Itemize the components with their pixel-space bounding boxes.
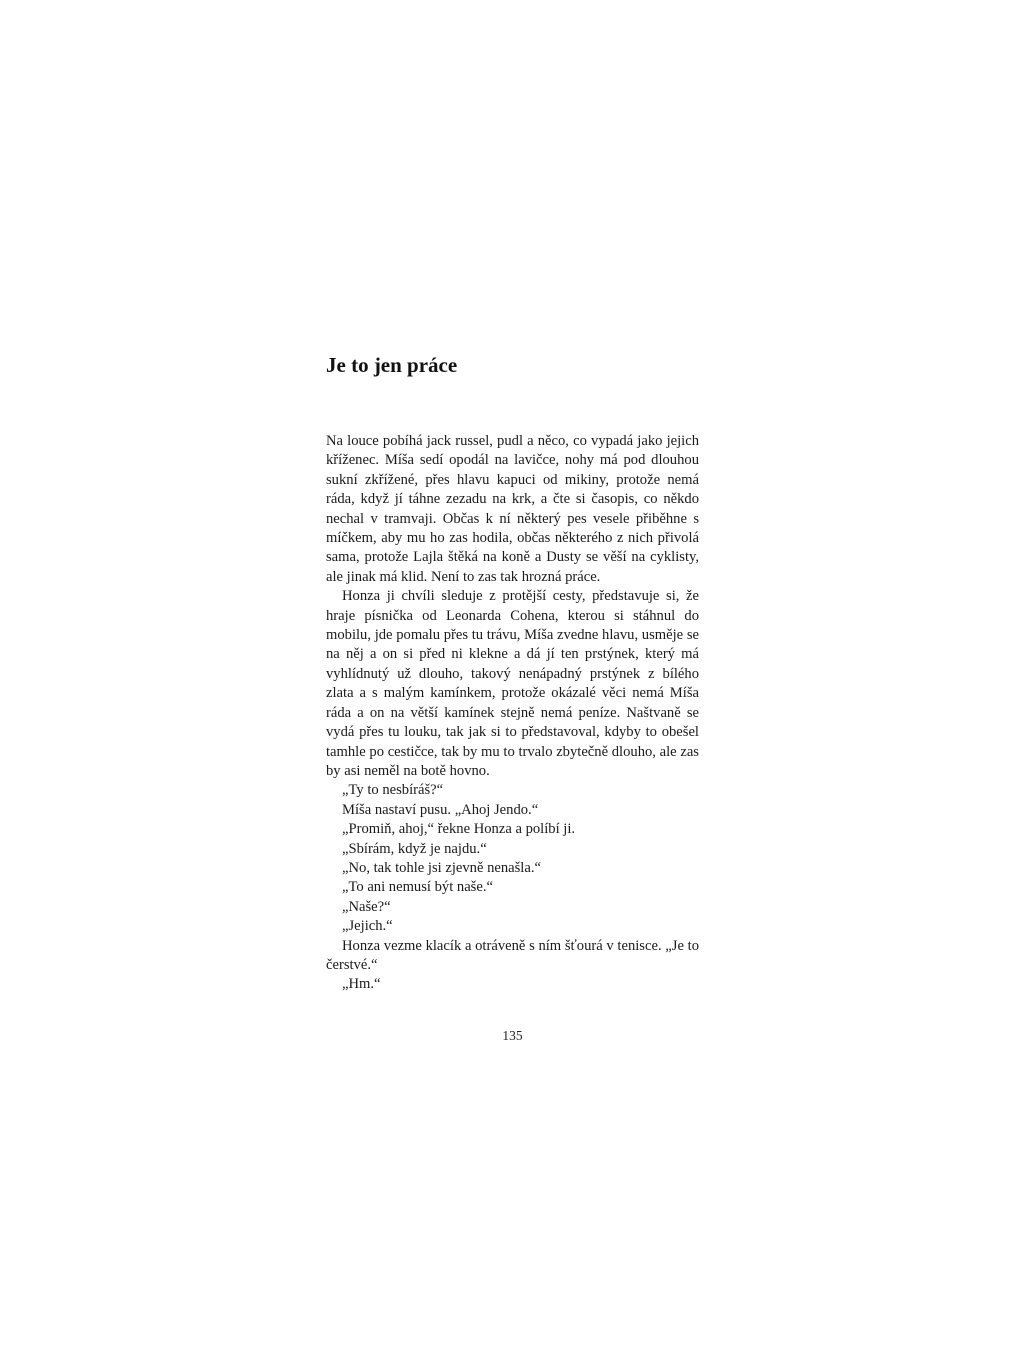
dialogue-line: „Ty to nesbíráš?“: [342, 782, 444, 799]
dialogue-line: Míša nastaví pusu. „Ahoj Jendo.“: [342, 801, 539, 818]
dialogue-line: „Hm.“: [342, 976, 381, 993]
page-number: 135: [502, 1028, 523, 1043]
dialogue-line: „No, tak tohle jsi zjevně nenašla.“: [342, 859, 541, 876]
dialogue-line: „Naše?“: [342, 898, 391, 915]
dialogue-line: „Promiň, ahoj,“ řekne Honza a políbí ji.: [342, 821, 576, 838]
dialogue-line: „To ani nemusí být naše.“: [342, 879, 493, 896]
paragraph: Na louce pobíhá jack russel, pudl a něco, co vypadá jako jejich kříženec. Míša sedí opodál na lavičce, nohy má pod dlouhou sukní zkřížené, přes hlavu kapuci od mikiny, protože nemá ráda, když jí táhne zezadu na krk, a čte si časopis, co někdo nechal v tramvaji. Občas k ní některý pes vesele přiběhne s míčkem, aby mu ho zas hodila, občas některého z nich přivolá sama, protože Lajla štěká na koně a Dusty se věší na cyklisty, ale jinak má klid. Není to zas tak hrozná práce.: [326, 433, 699, 585]
paragraph: Honza ji chvíli sleduje z protější cesty, představuje si, že hraje písnička od Leonarda Cohena, kterou si stáhnul do mobilu, jde pomalu přes tu trávu, Míša zvedne hlavu, usměje se na něj a on si před ni klekne a dá jí ten prstýnek, který má vyhlídnutý už dlouho, takový nenápadný prstýnek z bílého zlata a s malým kamínkem, protože okázalé věci nemá Míša ráda a on na větší kamínek stejně nemá peníze. Naštvaně se vydá přes tu louku, tak jak si to představoval, kdyby to obešel tamhle po cestičce, tak by mu to trvalo zbytečně dlouho, ale zas by asi neměl na botě hovno.: [326, 588, 699, 779]
body-text: [326, 432, 699, 995]
dialogue-line: „Jejich.“: [342, 918, 393, 935]
dialogue-line: „Sbírám, když je najdu.“: [342, 840, 487, 857]
chapter-title: Je to jen práce: [326, 353, 458, 377]
paragraph: Honza vezme klacík a otráveně s ním šťourá v tenisce. „Je to čerstvé.“: [326, 937, 699, 973]
